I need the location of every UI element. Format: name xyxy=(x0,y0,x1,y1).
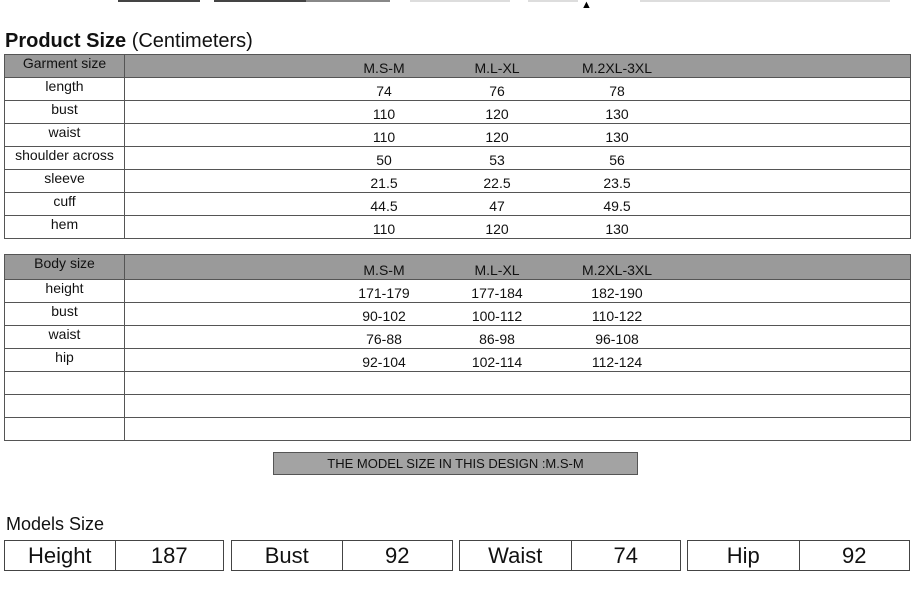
cell-value: 110-122 xyxy=(591,308,643,324)
cell-value: 110 xyxy=(372,106,396,122)
header-col-3: M.2XL-3XL xyxy=(581,60,653,76)
row-label: cuff xyxy=(5,193,125,216)
row-label: sleeve xyxy=(5,170,125,193)
header-col-2: M.L-XL xyxy=(474,262,520,278)
cell-value: 21.5 xyxy=(370,175,398,191)
table-row xyxy=(5,280,911,303)
cell-value: 120 xyxy=(485,106,509,122)
model-measure-height xyxy=(4,540,224,571)
body-size-table xyxy=(4,254,911,441)
cell-value: 120 xyxy=(485,221,509,237)
table-row xyxy=(5,101,911,124)
row-label xyxy=(5,418,125,441)
cell-value: 112-124 xyxy=(591,354,643,370)
cell-value: 49.5 xyxy=(603,198,631,214)
header-col-1: M.S-M xyxy=(363,262,405,278)
table-row-empty xyxy=(5,418,911,441)
measure-value: 74 xyxy=(613,543,638,568)
cell-value: 47 xyxy=(489,198,505,214)
row-label: waist xyxy=(5,124,125,147)
cell-value: 130 xyxy=(605,221,629,237)
measure-label: Bust xyxy=(232,541,343,570)
row-label: height xyxy=(5,280,125,303)
page-title xyxy=(5,29,253,53)
cell-value: 74 xyxy=(376,83,392,99)
table-row-empty xyxy=(5,372,911,395)
row-label xyxy=(5,395,125,418)
measure-label: Height xyxy=(5,541,116,570)
measure-label: Waist xyxy=(460,541,572,570)
title-unit: (Centimeters) xyxy=(131,30,253,52)
row-label: bust xyxy=(5,303,125,326)
table-row xyxy=(5,78,911,101)
row-label: length xyxy=(5,78,125,101)
cell-value: 22.5 xyxy=(483,175,511,191)
cell-value: 92-104 xyxy=(362,354,406,370)
table-row xyxy=(5,326,911,349)
cell-value: 171-179 xyxy=(358,285,410,301)
table-row xyxy=(5,147,911,170)
row-label: shoulder across xyxy=(5,147,125,170)
measure-value: 92 xyxy=(842,543,867,568)
header-col-2: M.L-XL xyxy=(474,60,520,76)
header-label: Garment size xyxy=(5,55,125,78)
models-size-title: Models Size xyxy=(6,514,105,534)
row-label: waist xyxy=(5,326,125,349)
model-measure-bust xyxy=(231,540,453,571)
title-main: Product Size xyxy=(5,30,127,52)
cell-value: 23.5 xyxy=(603,175,631,191)
cell-value: 102-114 xyxy=(471,354,523,370)
row-label: hip xyxy=(5,349,125,372)
row-label: bust xyxy=(5,101,125,124)
table-row xyxy=(5,216,911,239)
cell-value: 76-88 xyxy=(366,331,402,347)
header-label: Body size xyxy=(5,255,125,280)
measure-value: 187 xyxy=(150,543,188,568)
table-row xyxy=(5,193,911,216)
cell-value: 78 xyxy=(609,83,625,99)
table-row xyxy=(5,170,911,193)
garment-size-table xyxy=(4,54,911,239)
cell-value: 50 xyxy=(376,152,392,168)
cell-value: 44.5 xyxy=(370,198,398,214)
table-row-empty xyxy=(5,395,911,418)
table-row xyxy=(5,349,911,372)
header-col-3: M.2XL-3XL xyxy=(581,262,653,278)
cell-value: 76 xyxy=(489,83,505,99)
header-col-1: M.S-M xyxy=(363,60,405,76)
cell-value: 86-98 xyxy=(479,331,515,347)
triangle-up-icon: ▲ xyxy=(581,0,592,11)
table-row xyxy=(5,124,911,147)
cell-value: 182-190 xyxy=(591,285,643,301)
row-label: hem xyxy=(5,216,125,239)
top-decoration xyxy=(0,0,921,6)
cell-value: 110 xyxy=(372,129,396,145)
model-size-banner: THE MODEL SIZE IN THIS DESIGN :M.S-M xyxy=(273,452,638,475)
cell-value: 177-184 xyxy=(471,285,523,301)
row-label xyxy=(5,372,125,395)
cell-value: 110 xyxy=(372,221,396,237)
table-header-row xyxy=(5,255,911,280)
table-row xyxy=(5,303,911,326)
cell-value: 100-112 xyxy=(471,308,523,324)
measure-value: 92 xyxy=(385,543,410,568)
cell-value: 90-102 xyxy=(362,308,406,324)
cell-value: 130 xyxy=(605,129,629,145)
cell-value: 53 xyxy=(489,152,505,168)
model-measure-hip xyxy=(687,540,910,571)
model-measure-waist xyxy=(459,540,681,571)
cell-value: 96-108 xyxy=(595,331,639,347)
measure-label: Hip xyxy=(688,541,800,570)
table-header-row xyxy=(5,55,911,78)
cell-value: 120 xyxy=(485,129,509,145)
cell-value: 56 xyxy=(609,152,625,168)
cell-value: 130 xyxy=(605,106,629,122)
